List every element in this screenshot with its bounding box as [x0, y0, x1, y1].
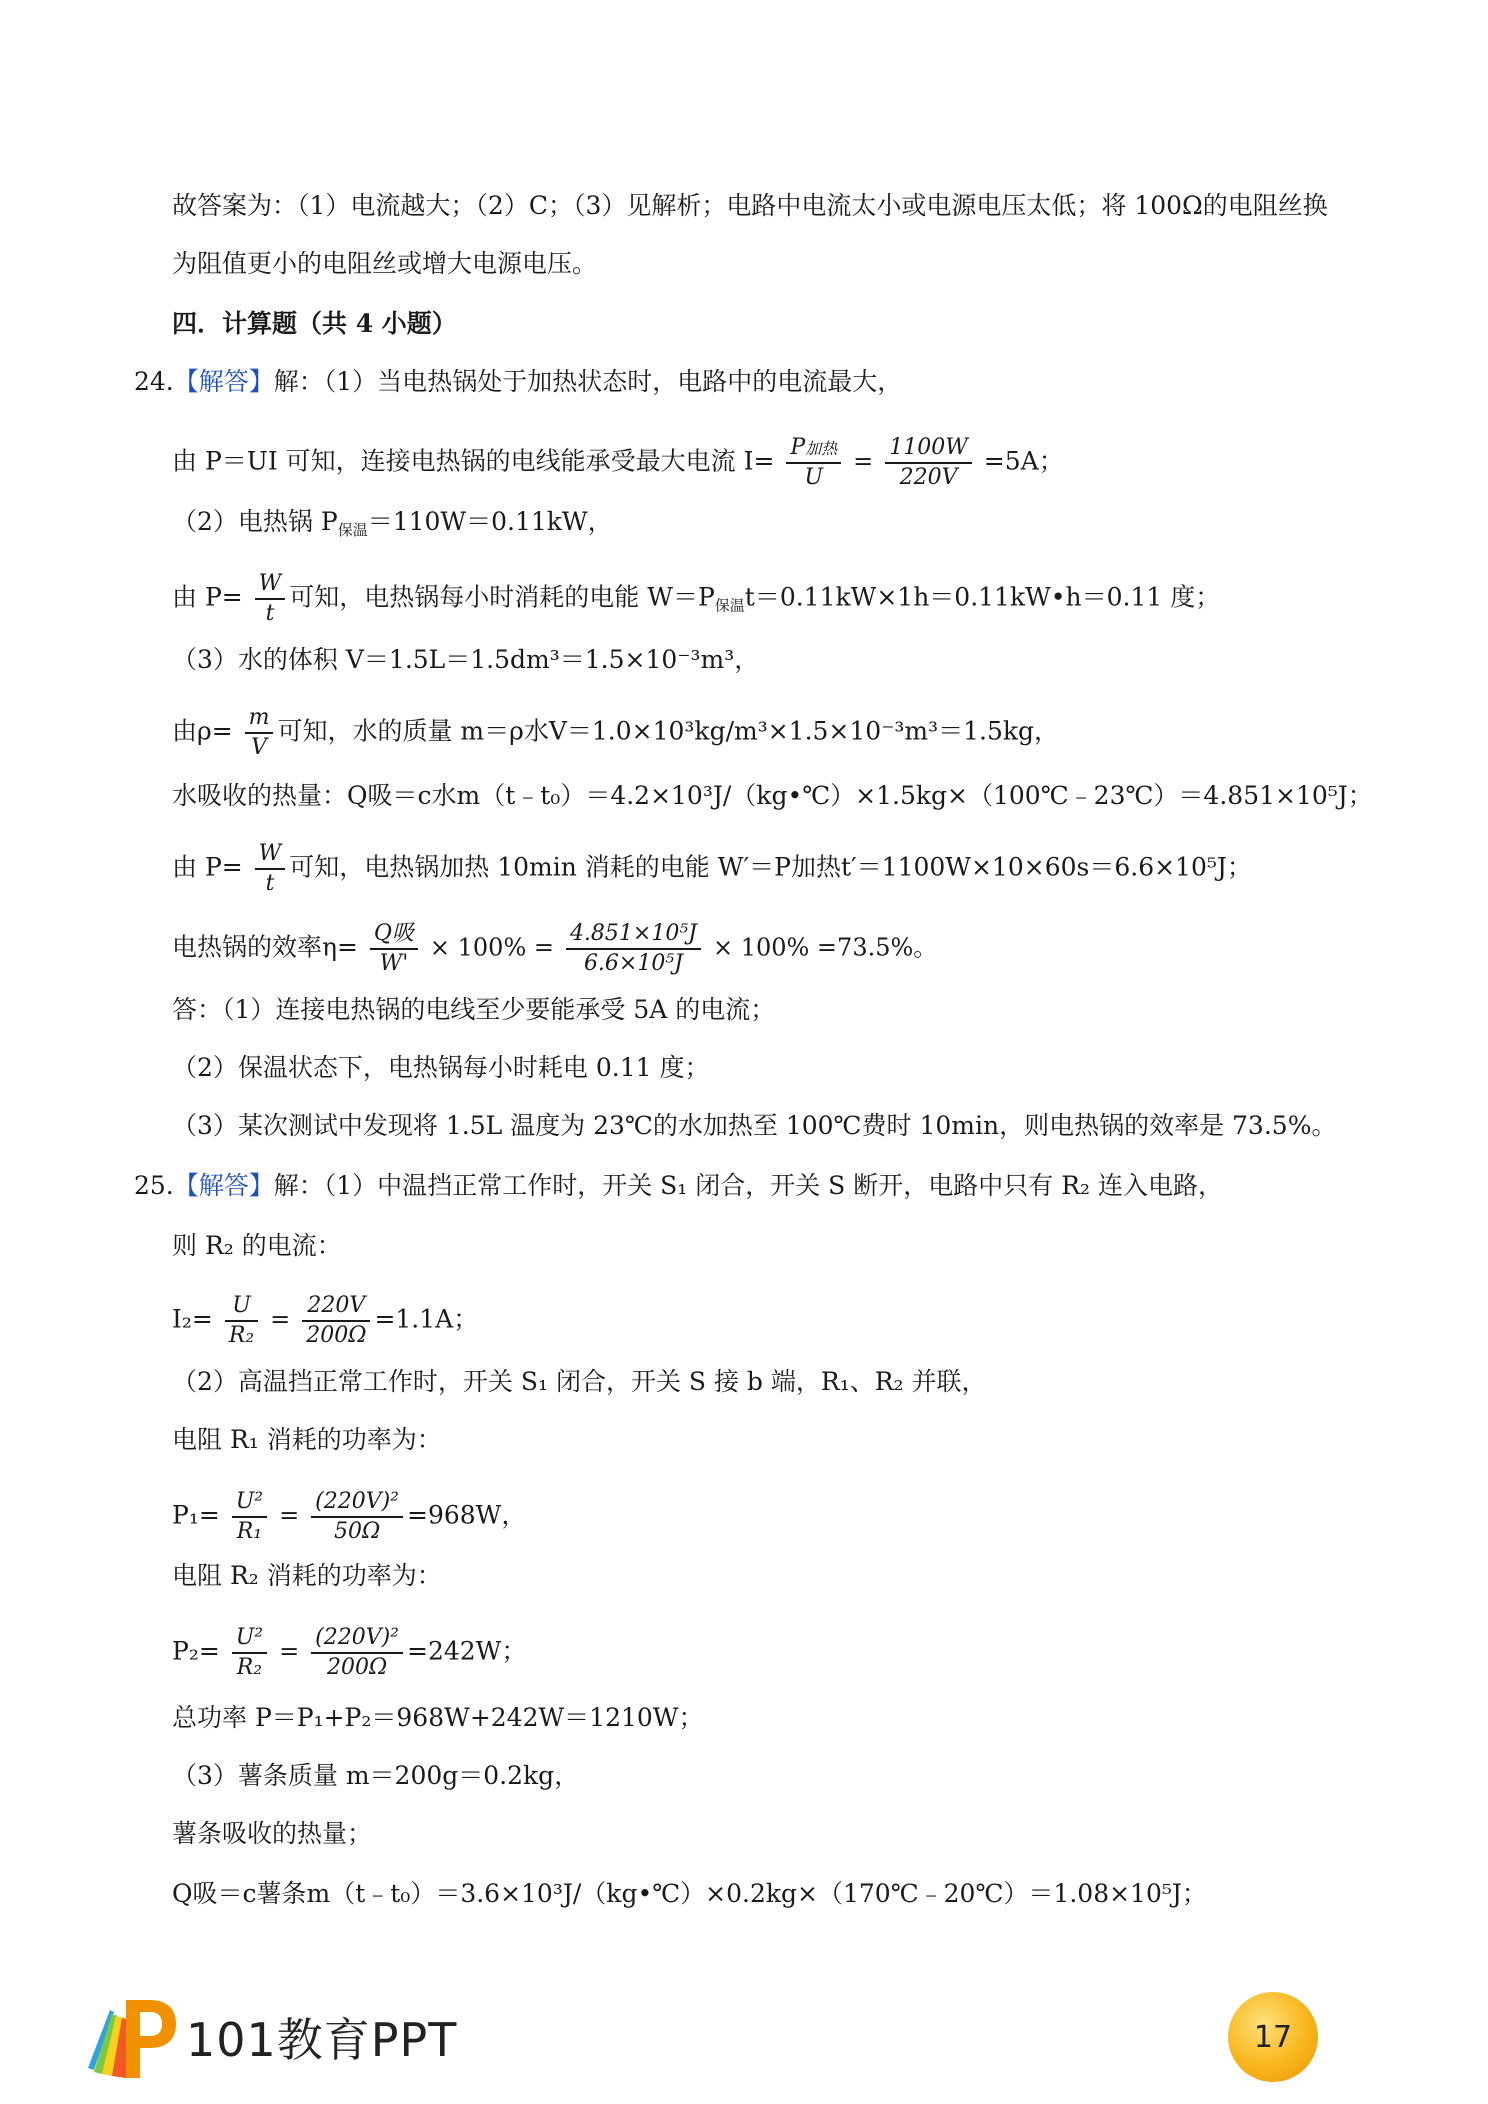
fraction-u2-over-r1: [232, 1490, 267, 1544]
q24-l8-post: 可知，电热锅加热 10min 消耗的电能 W′＝P加热t′＝1100W×10×60s＝6.6×10⁵J；: [289, 852, 1252, 882]
q24-l8-pre: 由 P=: [172, 852, 243, 882]
q24-l3-post: ＝110W＝0.11kW，: [367, 507, 613, 536]
q24-l9-pre: 电热锅的效率η=: [172, 932, 358, 962]
section-heading: 四．计算题（共 4 小题）: [172, 309, 457, 338]
q25-line-2: 则 R₂ 的电流：: [172, 1231, 342, 1260]
question-number: 25.: [134, 1171, 174, 1200]
q25-l8-pre: P₂=: [172, 1636, 220, 1666]
q25-line-4: （2）高温挡正常工作时，开关 S₁ 闭合，开关 S 接 b 端，R₁、R₂ 并联，: [172, 1367, 987, 1396]
answer-summary-line-1: 故答案为：（1）电流越大；（2）C；（3）见解析；电路中电流太小或电源电压太低；将 100Ω的电阻丝换: [172, 191, 1328, 220]
q24-l4-mid: 可知，电热锅每小时消耗的电能 W＝P: [289, 582, 715, 612]
fraction-w-over-t: [255, 572, 286, 626]
q24-line-5: （3）水的体积 V＝1.5L＝1.5dm³＝1.5×10⁻³m³，: [172, 645, 760, 674]
frac-num: W: [255, 842, 286, 870]
q24-line-9: [172, 922, 937, 976]
q25-line-7: 电阻 R₂ 消耗的功率为：: [172, 1561, 442, 1590]
frac-num: U: [225, 1294, 258, 1322]
q25-line-9: 总功率 P＝P₁+P₂＝968W+242W＝1210W；: [172, 1703, 704, 1732]
frac-den: 220V: [899, 465, 958, 490]
q24-l2-result: =5A；: [983, 446, 1064, 476]
frac-num: W: [255, 572, 286, 600]
answer-summary-line-2: 为阻值更小的电阻丝或增大电源电压。: [172, 249, 598, 278]
q25-line-6: P₁= $\frac{\text{U²}}{\text{R₁}}$ = $\frac{\text{(220V)²}}{50\Omega}$ =968W，: [172, 1489, 527, 1544]
q24-line-2: 由 P＝UI 可知，连接电热锅的电线能承受最大电流 I= $\frac{\text{P加热}}{U}$ = $\frac{1100W}{220V}$ =5A；: [172, 435, 1064, 490]
frac-den: R₂: [236, 1655, 263, 1680]
fraction-energy-ratio: [566, 922, 701, 976]
frac-den: t: [265, 871, 275, 896]
q24-line-8: [172, 842, 1252, 896]
q24-line-7: 水吸收的热量：Q吸＝c水m（t﹣t₀）＝4.2×10³J/（kg•℃）×1.5kg×（100℃﹣23℃）＝4.851×10⁵J；: [172, 781, 1373, 810]
q25-l3-pre: I₂=: [172, 1304, 213, 1334]
frac-num: U²: [232, 1626, 267, 1654]
solution-tag: 【解答】: [173, 367, 274, 396]
q24-line-4: [172, 572, 1220, 626]
q24-l4-pre: 由 P=: [172, 582, 243, 612]
q25-line-10: （3）薯条质量 m＝200g＝0.2kg，: [172, 1761, 580, 1790]
fraction-w-over-t: [255, 842, 286, 896]
q24-l6-pre: 由ρ=: [172, 716, 233, 746]
q25-line-12: Q吸＝c薯条m（t﹣t₀）＝3.6×10³J/（kg•℃）×0.2kg×（170℃﹣20℃）＝1.08×10⁵J；: [172, 1879, 1207, 1908]
fraction-p-heating-over-u: [786, 436, 841, 490]
question-number: 24.: [134, 367, 174, 396]
q25-line-11: 薯条吸收的热量；: [172, 1819, 373, 1848]
fraction-u-over-r2: [225, 1294, 258, 1348]
q25-line-3: I₂= $\frac{U}{\text{R₂}}$ = $\frac{220V}{200\Omega}$ =1.1A；: [172, 1293, 479, 1348]
frac-den: t: [265, 601, 275, 626]
solution-tag: 【解答】: [173, 1171, 274, 1200]
frac-den: 50Ω: [333, 1519, 381, 1544]
q25-l6-post: =968W，: [407, 1500, 527, 1530]
frac-den: V: [251, 735, 267, 760]
q25-text: 解：（1）中温挡正常工作时，开关 S₁ 闭合，开关 S 断开，电路中只有 R₂ 连入电路，: [273, 1171, 1223, 1200]
q25-l8-post: =242W；: [407, 1636, 527, 1666]
frac-den: 200Ω: [306, 1323, 367, 1348]
fraction-220v-over-200ohm: [302, 1294, 370, 1348]
q24-answer-2: （2）保温状态下，电热锅每小时耗电 0.11 度；: [172, 1053, 710, 1082]
fraction-u2-over-r2: [232, 1626, 267, 1680]
frac-num: 220V: [302, 1294, 370, 1322]
fraction-1100w-over-220v: [885, 436, 972, 490]
q24-l6-post: 可知，水的质量 m＝ρ水V＝1.0×10³kg/m³×1.5×10⁻³m³＝1.5kg，: [277, 716, 1060, 746]
q25-line-5: 电阻 R₁ 消耗的功率为：: [172, 1425, 442, 1454]
q24-text: 解：（1）当电热锅处于加热状态时，电路中的电流最大，: [273, 367, 903, 396]
frac-num: m: [245, 706, 274, 734]
frac-num: Q吸: [370, 922, 418, 950]
fraction-220v2-over-200ohm: [311, 1626, 403, 1680]
fraction-q-over-w: [370, 922, 418, 976]
frac-num-sub: 加热: [805, 439, 838, 458]
q24-l4-post: t＝0.11kW×1h＝0.11kW•h＝0.11 度；: [744, 582, 1221, 612]
subscript: 保温: [714, 596, 745, 615]
brand-name: 101教育PPT: [186, 2013, 458, 2067]
frac-den: R₂: [228, 1323, 255, 1348]
frac-num: 4.851×10⁵J: [566, 922, 701, 950]
q24-answer-3: （3）某次测试中发现将 1.5L 温度为 23℃的水加热至 100℃费时 10min，则电热锅的效率是 73.5%。: [172, 1111, 1337, 1140]
q25-l6-pre: P₁=: [172, 1500, 220, 1530]
q25-l3-post: =1.1A；: [374, 1304, 479, 1334]
brand-logo-icon: [80, 1990, 180, 2080]
q24-line-1: [134, 364, 902, 400]
q24-answer-1: 答：（1）连接电热锅的电线至少要能承受 5A 的电流；: [172, 995, 776, 1024]
fraction-220v2-over-50ohm: [311, 1490, 403, 1544]
q24-line-6: [172, 706, 1059, 760]
page-number-badge: 17: [1228, 1992, 1318, 2082]
q24-l2-text: 由 P＝UI 可知，连接电热锅的电线能承受最大电流 I=: [172, 446, 775, 476]
frac-num: (220V)²: [311, 1626, 403, 1654]
frac-num: (220V)²: [311, 1490, 403, 1518]
frac-den: R₁: [236, 1519, 263, 1544]
q25-line-8: P₂= $\frac{\text{U²}}{\text{R₂}}$ = $\frac{\text{(220V)²}}{200\Omega}$ =242W；: [172, 1625, 527, 1680]
frac-den: W': [379, 951, 409, 976]
q24-l9-post: × 100% =73.5%。: [712, 933, 938, 962]
frac-den: 6.6×10⁵J: [583, 951, 683, 976]
q24-line-3: [172, 504, 613, 548]
frac-den: U: [804, 465, 824, 490]
frac-den: 200Ω: [326, 1655, 388, 1680]
frac-num: P: [790, 435, 806, 460]
q24-l9-mid: × 100% =: [429, 933, 554, 962]
q25-line-1: [134, 1168, 1223, 1204]
frac-num: U²: [232, 1490, 267, 1518]
frac-num: 1100W: [885, 436, 972, 464]
fraction-m-over-v: [245, 706, 274, 760]
subscript: 保温: [337, 521, 368, 539]
q24-l3-text: （2）电热锅 P: [172, 507, 338, 536]
